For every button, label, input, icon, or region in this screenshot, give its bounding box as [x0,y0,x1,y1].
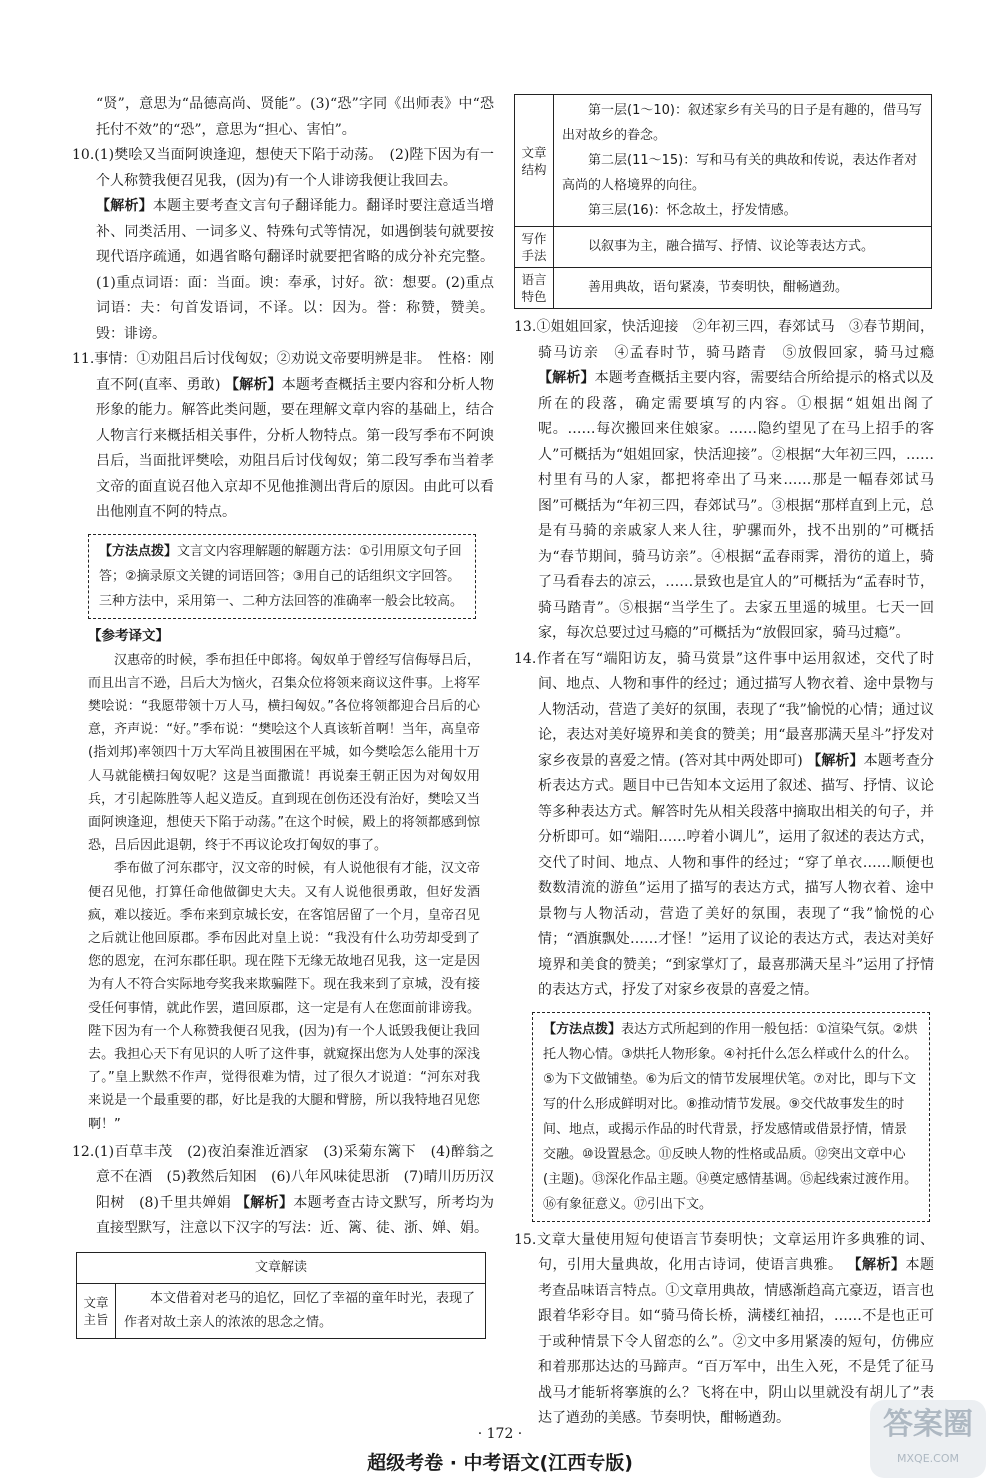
method-tip-box-1 [88,534,476,619]
q10-analysis-tag: 【解析】 [96,198,153,214]
q14-analysis-tag: 【解析】 [807,752,864,769]
structure-layer-1: 第一层(1～10)：叙述家乡有关马的日子是有趣的，借马写出对故乡的眷念。 [562,103,922,143]
q10-analysis-text: 本题主要考查文言句子翻译能力。翻译时要注意适当增补、同类活用、一词多义、特殊句式等情况，如遇倒装句就要按现代语序疏通，如遇省略句翻译时就要把省略的成分补充完整。(1)重点词语：面：当面。谀：奉承，讨好。欲：想要。(2)重点词语：夫：句首发语词，不译。以：因为。誉：称赞，赞美。毁：诽谤。 [96,198,495,342]
page-number: · 172 · [477,1426,523,1442]
watermark-url: MXQE.COM [897,1452,959,1465]
structure-cell [554,95,932,227]
q11 [72,347,494,526]
q12-answer: (1)百草丰茂 (2)夜泊秦淮近酒家 (3)采菊东篱下 (4)醉翁之意不在酒 (5)教然后知困 (6)八年风味徒思浙 (7)晴川历历汉阳树 (8)千里共婵娟 [94,1143,494,1211]
method-tip-tag-1: 【方法点拨】 [99,543,178,559]
q11-answer: 事情：①劝阻吕后讨伐匈奴；②劝说文帝要明辨是非。 性格：刚直不阿(直率、勇敢) [94,351,494,393]
q14-number: 14. [514,650,537,667]
left-column [72,92,494,1339]
q11-number: 11. [72,351,95,367]
q12 [72,1140,494,1242]
translation-heading: 【参考译文】 [88,627,169,644]
q14 [514,647,934,1004]
right-column [514,94,934,1432]
q12-analysis-text: 本题考查古诗文默写，所考均为直接型默写，注意以下汉字的写法：近、篱、徒、浙、婵、娟。 [96,1194,494,1237]
q11-analysis-text: 本题考查概括主要内容和分析人物形象的能力。解答此类问题，要在理解文章内容的基础上，结合人物言行来概括相关事件，分析人物特点。第一段写季布不阿谀吕后，当面批评樊哙，劝阻吕后讨伐匈奴；第二段写季布当着孝文帝的面直说召他入京却不见他推测出背后的原因。由此可以看出他刚直不阿的特点。 [96,376,495,520]
q13 [514,315,934,647]
q13-answer: ①姐姐回家，快活迎接 ②年初三四，春郊试马 ③春节期间，骑马访亲 ④孟春时节，骑马踏青 ⑤放假回家，骑马过瘾 [536,319,934,361]
q10-analysis [72,194,494,347]
q10-answer: (1)樊哙又当面阿谀逢迎，想使天下陷于动荡。 (2)陛下因为有一个人称赞我便召见我，(因为)有一个人诽谤我便让我回去。 [94,147,494,189]
translation-paragraph-2: 季布做了河东郡守，汉文帝的时候，有人说他很有才能，汉文帝便召见他，打算任命他做御史大夫。又有人说他很勇敢，但好发酒疯，难以接近。季布来到京城长安，在客馆居留了一个月，皇帝召见之后就让他回原郡。季布因此对皇上说：“我没有什么功劳却受到了您的恩宠，在河东郡任职。现在陛下无缘无故地召见我，这一定是因为有人不符合实际地夸奖我来欺骗陛下。现在我来到了京城，没有接受任何事情，就此作罢，遣回原郡，这一定是有人在您面前诽谤我。陛下因为有一个人称赞我便召见我，(因为)有一个人诋毁我便让我回去。我担心天下有见识的人听了这件事，就窥探出您为人处事的深浅了。”皇上默然不作声，觉得很难为情，过了很久才说道：“河东对我来说是一个最重要的郡，好比是我的大腿和臂膀，所以我特地召见您啊！” [88,861,480,1132]
q15-analysis-tag: 【解析】 [847,1257,906,1273]
writing-technique-text: 以叙事为主，融合描写、抒情、议论等表达方式。 [554,227,932,268]
table-label-language: 语言特色 [515,268,554,309]
article-structure-table [514,94,932,309]
q15-answer: 文章大量使用短句使语言节奏明快；文章运用许多典雅的词、句，引用大量典故，化用古诗词，使语言典雅。 [536,1231,934,1273]
table-title: 文章解读 [77,1252,486,1283]
translation-paragraph-1: 汉惠帝的时候，季布担任中郎将。匈奴单于曾经写信侮辱吕后，而且出言不逊，吕后大为恼火，召集众位将领来商议这件事。上将军樊哙说：“我愿带领十万人马，横扫匈奴。”各位将领都迎合吕后的心意，齐声说：“好。”季布说：“樊哙这个人真该斩首啊！当年，高皇帝(指刘邦)率领四十万大军尚且被围困在平城，如今樊哙怎么能用十万人马就能横扫匈奴呢？这是当面撒谎！再说秦王朝正因为对匈奴用兵，才引起陈胜等人起义造反。直到现在创伤还没有治好，樊哙又当面阿谀逢迎，想使天下陷于动荡。”在这个时候，殿上的将领都感到惊恐，吕后因此退朝，终于不再议论攻打匈奴的事了。 [88,652,480,854]
article-interpretation-table [76,1252,486,1339]
q14-analysis-text: 本题考查分析表达方式。题目中已告知本文运用了叙述、描写、抒情、议论等多种表达方式。解答时先从相关段落中摘取出相关的句子，并分析即可。如“端阳……哼着小调儿”，运用了叙述的表达方式，交代了时间、地点、人物和事件的经过；“穿了单衣……顺便也数数清流的游鱼”运用了描写的表达方式，描写人物衣着、途中景物与人物活动，营造了美好的氛围，表现了“我”愉悦的心情；“酒旗飘处……才怪！”运用了议论的表达方式，表达对美好境界和美食的赞美；“到家掌灯了，最喜那满天星斗”运用了抒情的表达方式，抒发了对家乡夜景的喜爱之情。 [538,752,934,998]
q13-analysis-tag: 【解析】 [538,370,595,386]
method-tip-tag-2: 【方法点拨】 [543,1021,622,1037]
watermark-text: 答案圈 [883,1407,973,1442]
structure-layer-3: 第三层(16)：怀念故土，抒发情感。 [588,203,797,218]
book-title: 超级考卷 · 中考语文(江西专版) [367,1452,633,1474]
q9-continuation: “贤”，意思为“品德高尚、贤能”。(3)“恐”字同《出师表》中“恐托付不效”的“恐”，意思为“担心、害怕”。 [96,96,494,138]
q12-analysis-tag: 【解析】 [235,1194,294,1211]
q15-analysis-text: 本题考查品味语言特点。①文章用典故，情感渐趋高亢豪迈，语言也跟着华彩夺目。如“骑马倚长桥，满楼红袖招，……不是也正可于或种情景下令人留恋的么”。②文中多用紧凑的短句，仿佛应和着那那达达的马蹄声。“百万军中，出生入死，不是凭了征马战马才能斩将搴旗的么？飞将在中，阴山以里就没有胡儿了”表达了遒劲的美感。节奏明快，酣畅遒劲。 [538,1257,935,1426]
q15-number: 15. [514,1231,537,1248]
table-theme-text: 本文借着对老马的追忆，回忆了幸福的童年时光，表现了作者对故土亲人的浓浓的思念之情。 [116,1283,486,1338]
watermark-logo [870,1400,986,1478]
q10 [72,143,494,194]
table-label-theme: 文章主旨 [77,1283,116,1338]
method-tip-text-1: 文言文内容理解题的解题方法：①引用原文句子回答；②摘录原文关键的词语回答；③用自己的话组织文字回答。三种方法中，采用第一、二种方法回答的准确率一般会比较高。 [99,543,464,609]
structure-layer-2: 第二层(11～15)：写和马有关的典故和传说，表达作者对高尚的人格境界的向往。 [562,153,918,193]
q12-number: 12. [72,1143,95,1160]
q13-number: 13. [514,319,537,335]
q11-analysis-tag: 【解析】 [225,376,282,393]
table-label-structure: 文章结构 [515,95,554,227]
q13-analysis-text: 本题考查概括主要内容，需要结合所给提示的格式以及所在的段落，确定需要填写的内容。①根据“姐姐出阁了呢。……每次搬回来住娘家。……隐约望见了在马上招手的客人”可概括为“姐姐回家，快活迎接”。②根据“大年初三四，……村里有马的人家，都把将牵出了马来……那是一幅春郊试马图”可概括为“年初三四，春郊试马”。③根据“那样直到上元，总是有马骑的亲戚家人来人往，驴骡而外，找不出别的”可概括为“春节期间，骑马访亲”。④根据“孟春雨霁，滑彷的道上，骑了马看春去的凉云，……景致也是宜人的”可概括为“孟春时节，骑马踏青”。⑤根据“当学生了。去家五里遥的城里。七天一回家，每次总要过过马瘾的”可概括为“放假回家，骑马过瘾”。 [538,370,934,641]
method-tip-box-2 [532,1012,930,1222]
language-feature-text: 善用典故，语句紧凑，节奏明快，酣畅遒劲。 [554,268,932,309]
table-label-writing: 写作手法 [515,227,554,268]
q14-answer: 作者在写“端阳访友，骑马赏景”这件事中运用叙述，交代了时间、地点、人物和事件的经过；通过描写人物衣着、途中景物与人物活动，营造了美好的氛围，表现了“我”愉悦的心情；通过议论，表达对美好境界和美食的赞美；用“最喜那满天星斗”抒发对家乡夜景的喜爱之情。(答对其中两处即可) [536,650,934,769]
q10-number: 10. [72,147,95,163]
method-tip-text-2: 表达方式所起到的作用一般包括：①渲染气氛。②烘托人物心情。③烘托人物形象。④衬托什么怎么样或什么的什么。⑤为下文做铺垫。⑥为后文的情节发展埋伏笔。⑦对比，即与下文写的什么形成鲜明对比。⑧推动情节发展。⑨交代故事发生的时间、地点，或揭示作品的时代背景，抒发感情或借景抒情，情景交融。⑩设置悬念。⑪反映人物的性格或品质。⑫突出文章中心(主题)。⑬深化作品主题。⑭奠定感情基调。⑮起线索过渡作用。⑯有象征意义。⑰引出下文。 [543,1021,918,1212]
